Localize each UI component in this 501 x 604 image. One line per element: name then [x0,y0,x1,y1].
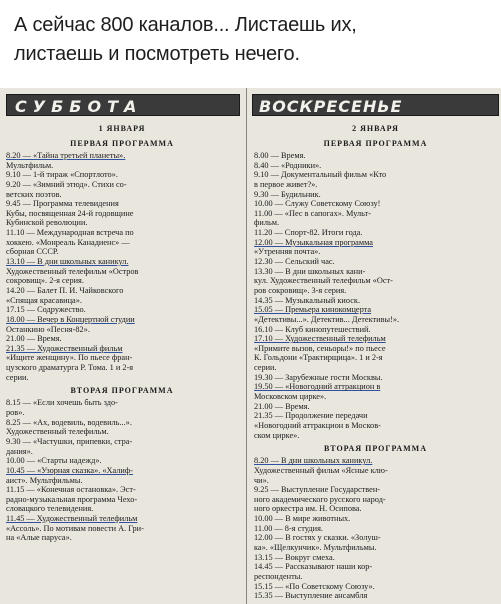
schedule-line: ском цирке». [254,430,300,440]
saturday-date: 1 ЯНВАРЯ [98,124,146,133]
schedule-line: 11.45 — Художественный телефильм [6,514,138,524]
schedule-line: 15.35 — Выступление ансамбля [254,591,368,601]
schedule-line: 8.40 — «Родники». [254,160,322,170]
schedule-line: 21.35 — Продолжение передачи [254,411,368,421]
schedule-line: словацкого телевидения. [6,504,94,514]
schedule-line: «Примите вызов, сеньоры!» по пьесе [254,343,386,353]
schedule-line: сборная СССР. [6,247,59,257]
schedule-line: 8.15 — «Если хочешь быть здо- [6,398,118,408]
schedule-line: 15.15 — «По Советскому Союзу». [254,581,375,591]
schedule-line: дания». [6,446,33,456]
schedule-line: 10.45 — «Узорная сказка». «Халиф- [6,465,133,475]
schedule-line: К. Гольдони «Трактирщица». 1 и 2-я [254,353,383,363]
schedule-line: 18.00 — Вечер в Концертной студии [6,314,135,324]
schedule-line: Художественный телефильм. [6,427,109,437]
schedule-line: 11.00 — 8-я студия. [254,523,323,533]
schedule-line: «Утренняя почта». [254,247,321,257]
schedule-line: 11.00 — «Пес в сапогах». Мульт- [254,208,372,218]
newspaper-tv-guide [0,88,501,604]
schedule-line: 13.30 — В дни школьных кани- [254,266,366,276]
schedule-line: сокровищ». 2-я серия. [6,276,84,286]
schedule-line: 11.15 — «Конечная остановка». Эст- [6,485,136,495]
meme-caption [0,0,501,86]
saturday-header: СУББОТА [6,94,240,116]
schedule-line: 16.10 — Клуб кинопутешествий. [254,324,371,334]
saturday-program2-title: ВТОРАЯ ПРОГРАММА [70,386,174,396]
schedule-line: Мультфильм. [6,160,54,170]
saturday-program2-list [0,396,244,543]
schedule-line: «Ищите женщину». По пьесе фран- [6,353,133,363]
schedule-line: Художественный телефильм «Остров [6,266,139,276]
schedule-line: 21.00 — Время. [254,401,310,411]
caption-line-1: А сейчас 800 каналов... Листаешь их, [14,14,357,36]
schedule-line: 14.35 — Музыкальный киоск. [254,295,361,305]
saturday-program1-list [0,149,244,382]
schedule-line: Художественный фильм «Ясные клю- [254,465,388,475]
schedule-line: 15.05 — Премьера кинокомцерта [254,305,372,315]
schedule-line: 12.30 — Сельский час. [254,257,335,267]
schedule-line: 19.30 — Зарубежные гости Москвы. [254,372,383,382]
schedule-line: серии. [6,372,29,382]
column-divider [246,88,247,604]
schedule-line: респонденты. [254,571,303,581]
schedule-line: аист». Мультфильмы. [6,475,83,485]
schedule-line: ров». [6,408,25,418]
sunday-program1-title: ПЕРВАЯ ПРОГРАММА [323,139,428,148]
schedule-line: в первое живет?». [254,179,318,189]
schedule-line: 19.50 — «Новогодний аттракцион в [254,382,381,392]
schedule-line: хоккею. «Монреаль Канадиенс» — [6,237,130,247]
schedule-line: «Ассоль». По мотивам повести А. Гри- [6,523,144,533]
schedule-line: 10.00 — В мире животных. [254,514,351,524]
schedule-line: чи». [254,475,269,485]
schedule-line: Останкино «Песня-82». [6,324,90,334]
schedule-line: 10.00 — Служу Советскому Союзу! [254,199,381,209]
schedule-line: ров сокровищ». 3-я серия. [254,285,347,295]
schedule-line: «Новогодний аттракцион в Москов- [254,420,381,430]
schedule-line: 12.00 — Музыкальная программа [254,237,373,247]
saturday-program1-title: ПЕРВАЯ ПРОГРАММА [70,139,174,148]
schedule-line: ка». «Щелкунчик». Мультфильмы. [254,542,377,552]
caption-line-2: листаешь и посмотреть нечего. [14,43,300,65]
sunday-program2-list [250,454,501,601]
schedule-line: ного академического русского народ- [254,494,386,504]
schedule-line: 8.25 — «Ах, водевиль, водевиль...». [6,417,132,427]
schedule-line: 13.15 — Вокруг смеха. [254,552,335,562]
schedule-line: Кубы, посвященная 24-й годовщине [6,208,134,218]
schedule-line: 11.20 — Спорт-82. Итоги года. [254,228,363,238]
schedule-line: радно-музыкальная программа Чехо- [6,494,138,504]
schedule-line: 21.35 — Художественный фильм [6,343,123,353]
schedule-line: 8.00 — Время. [254,151,306,160]
schedule-line: «Детективы...». Детектив... Детективы!». [254,314,400,324]
schedule-line: 14.20 — Балет П. И. Чайковского [6,285,124,295]
schedule-line: 10.00 — «Старты надежд». [6,456,102,466]
schedule-line: 12.00 — В гостях у сказки. «Золуш- [254,533,381,543]
schedule-line: ветских поэтов. [6,189,62,199]
schedule-line: 9.45 — Программа телевидения [6,199,119,209]
schedule-line: «Спящая красавица». [6,295,82,305]
schedule-line: фильм. [254,218,280,228]
schedule-line: Кубинской революции. [6,218,88,228]
schedule-line: 9.25 — Выступление Государствен- [254,485,381,495]
schedule-line: 8.20 — «Тайна третьей планеты». [6,151,126,160]
schedule-line: серии. [254,363,277,373]
schedule-line: 8.20 — В дни школьных каникул. [254,456,373,466]
schedule-line: 9.20 — «Зимний этюд». Стихи со- [6,179,127,189]
schedule-line: 14.45 — Рассказывают наши кор- [254,562,373,572]
schedule-line: Московском цирке». [254,392,327,402]
sunday-program2-title: ВТОРАЯ ПРОГРАММА [324,444,427,454]
schedule-line: 9.30 — «Частушки, припевки, стра- [6,436,133,446]
sunday-header: ВОСКРЕСЕНЬЕ [252,94,499,116]
schedule-line: 9.30 — Будильник. [254,189,321,199]
sunday-date: 2 ЯНВАРЯ [352,124,399,133]
schedule-line: 9.10 — 1-й тираж «Спортлото». [6,170,118,180]
schedule-line: 11.10 — Международная встреча по [6,228,134,238]
schedule-line: 9.10 — Документальный фильм «Кто [254,170,387,180]
schedule-line: ного оркестра им. Н. Осипова. [254,504,362,514]
schedule-line: цузского драматурга Р. Тома. 1 и 2-я [6,363,134,373]
sunday-program1-list [250,149,501,440]
schedule-line: кул. Художественный телефильм «Ост- [254,276,393,286]
schedule-line: 21.00 — Время. [6,334,62,344]
schedule-line: на «Алые паруса». [6,533,72,543]
schedule-line: 13.10 — В дни школьных каникул. [6,257,129,267]
schedule-line: 17.10 — Художественный телефильм [254,334,386,344]
saturday-column [0,94,244,604]
schedule-line: 17.15 — Содружество. [6,305,86,315]
sunday-column [250,94,501,604]
